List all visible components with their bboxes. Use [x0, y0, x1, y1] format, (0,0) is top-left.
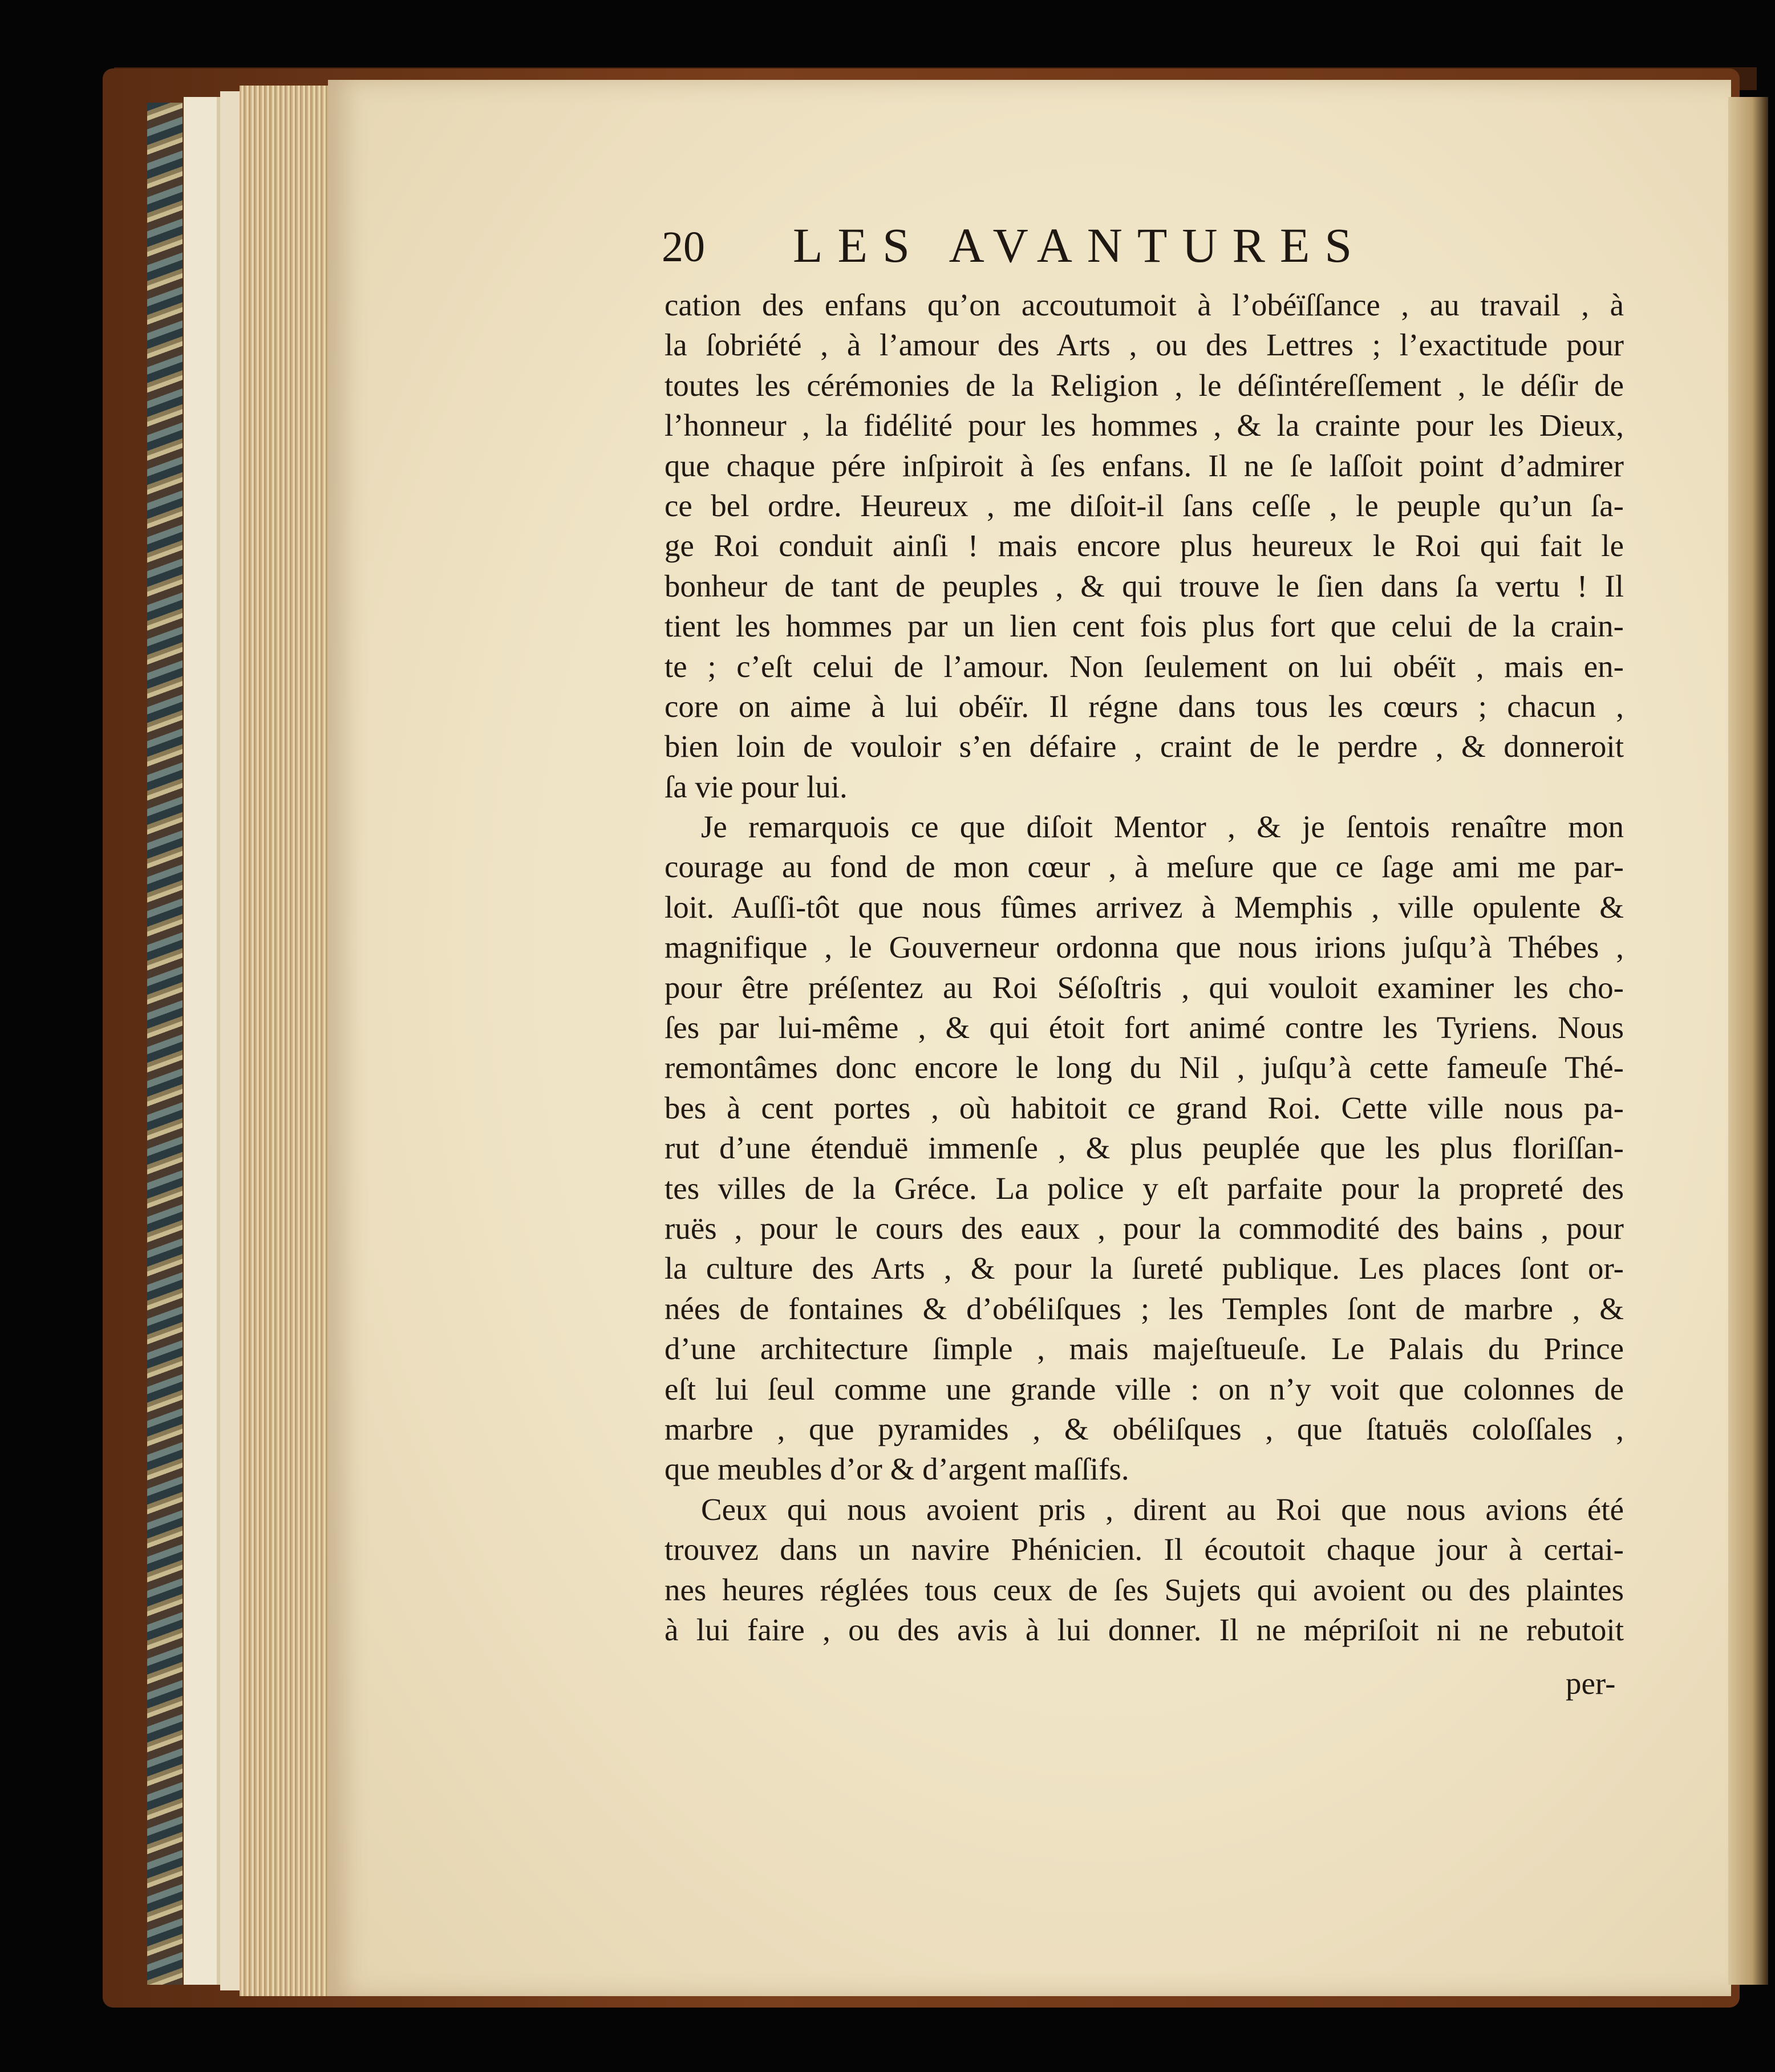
text-line: bonheur de tant de peuples , & qui trouve le ſien dans ſa vertu ! Il: [664, 568, 1624, 603]
text-line: bes à cent portes , où habitoit ce grand Roi. Cette ville nous pa-: [664, 1090, 1624, 1125]
text-line: courage au fond de mon cœur , à meſure que ce ſage ami me par-: [664, 849, 1624, 885]
text-line: trouvez dans un navire Phénicien. Il écoutoit chaque jour à certai-: [664, 1532, 1624, 1567]
text-line: eſt lui ſeul comme une grande ville : on n’y voit que colonnes de: [664, 1371, 1624, 1406]
text-line: que chaque pére inſpiroit à ſes enfans. Il ne ſe laſſoit point d’admirer: [664, 448, 1624, 483]
paragraph-start-line: Ceux qui nous avoient pris , dirent au Roi que nous avions été: [701, 1491, 1624, 1527]
text-line: ſes par lui-même , & qui étoit fort animé contre les Tyriens. Nous: [664, 1010, 1624, 1045]
text-line: la ſobriété , à l’amour des Arts , ou des Lettres ; l’exactitude pour: [664, 327, 1624, 363]
text-line: tient les hommes par un lien cent fois plus fort que celui de la crain-: [664, 609, 1624, 644]
text-line: d’une architecture ſimple , mais majeſtueuſe. Le Palais du Prince: [664, 1331, 1624, 1367]
text-line: loit. Auſſi-tôt que nous fûmes arrivez à Memphis , ville opulente &: [664, 889, 1624, 925]
text-line: toutes les cérémonies de la Religion , le déſintéreſſement , le déſir de: [664, 367, 1624, 403]
text-line: te ; c’eſt celui de l’amour. Non ſeulement on lui obéït , mais en-: [664, 648, 1624, 684]
body-text: [664, 285, 1624, 1650]
page-number: 20: [662, 223, 705, 271]
text-line: nées de fontaines & d’obéliſques ; les Temples ſont de marbre , &: [664, 1291, 1624, 1326]
catchword: per-: [1566, 1666, 1616, 1701]
text-line: ce bel ordre. Heureux , me diſoit-il ſans ceſſe , le peuple qu’un ſa-: [664, 488, 1624, 523]
page-header: [662, 217, 1563, 274]
marbled-endpaper: [147, 103, 183, 1985]
text-line: core on aime à lui obéïr. Il régne dans tous les cœurs ; chacun ,: [664, 688, 1624, 724]
text-line: cation des enfans qu’on accoutumoit à l’obéïſſance , au travail , à: [664, 287, 1624, 322]
text-line: à lui faire , ou des avis à lui donner. Il ne mépriſoit ni ne rebutoit: [664, 1612, 1624, 1647]
running-title: LES AVANTURES: [793, 218, 1367, 273]
paragraph-end-line: ſa vie pour lui.: [664, 769, 848, 804]
page-gutter-edge: [1728, 97, 1768, 1985]
text-line: tes villes de la Gréce. La police y eſt parfaite pour la propreté des: [664, 1170, 1624, 1206]
flyleaf: [184, 97, 220, 1985]
text-line: ruës , pour le cours des eaux , pour la commodité des bains , pour: [664, 1210, 1624, 1246]
text-line: rut d’une étenduë immenſe , & plus peuplée que les plus floriſſan-: [664, 1130, 1624, 1166]
text-line: marbre , que pyramides , & obéliſques , que ſtatuës coloſſales ,: [664, 1411, 1624, 1446]
text-line: nes heures réglées tous ceux de ſes Sujets qui avoient ou des plaintes: [664, 1572, 1624, 1607]
text-line: magnifique , le Gouverneur ordonna que nous irions juſqu’à Thébes ,: [664, 930, 1624, 965]
text-line: la culture des Arts , & pour la ſureté publique. Les places ſont or-: [664, 1251, 1624, 1286]
paragraph-start-line: Je remarquois ce que diſoit Mentor , & je ſentois renaître mon: [701, 809, 1624, 845]
text-line: pour être préſentez au Roi Séſoſtris , qui vouloit examiner les cho-: [664, 970, 1624, 1005]
page-edges: [240, 86, 331, 1996]
text-line: ge Roi conduit ainſi ! mais encore plus heureux le Roi qui fait le: [664, 528, 1624, 563]
paragraph-end-line: que meubles d’or & d’argent maſſifs.: [664, 1451, 1129, 1487]
text-line: remontâmes donc encore le long du Nil , juſqu’à cette fameuſe Thé-: [664, 1050, 1624, 1085]
text-line: l’honneur , la fidélité pour les hommes , & la crainte pour les Dieux,: [664, 408, 1624, 443]
text-line: bien loin de vouloir s’en défaire , craint de le perdre , & donneroit: [664, 729, 1624, 764]
